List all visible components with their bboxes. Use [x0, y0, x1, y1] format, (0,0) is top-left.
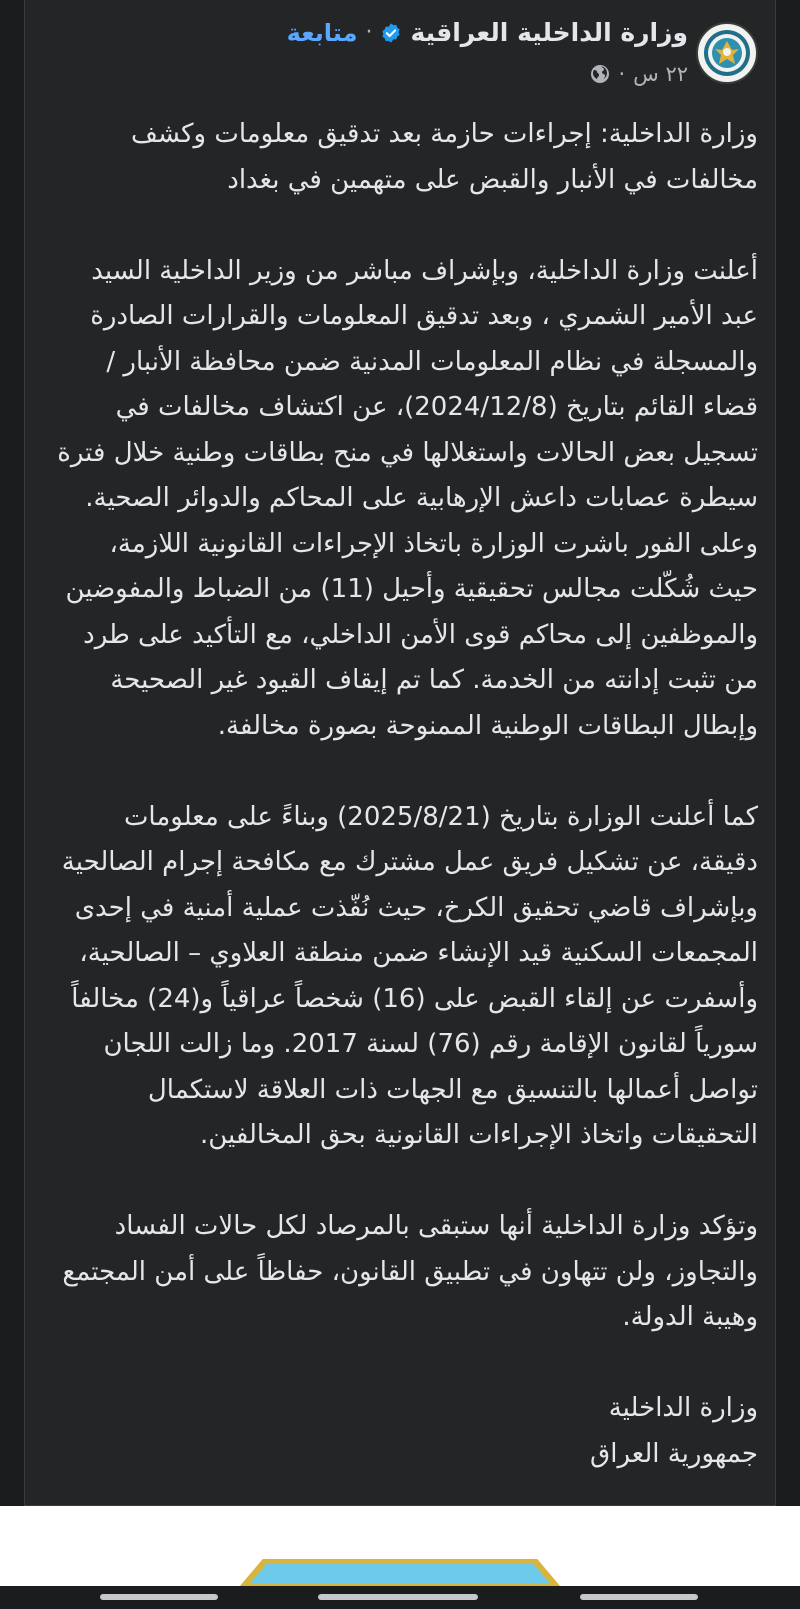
author-row: [287, 18, 688, 47]
globe-icon: [590, 64, 610, 84]
nav-gesture-right[interactable]: [580, 1594, 698, 1600]
nav-gesture-home[interactable]: [318, 1594, 478, 1600]
post-header: [58, 18, 758, 92]
ministry-emblem-icon: [702, 28, 752, 78]
verified-badge-icon: [380, 22, 402, 44]
separator-dot: ·: [365, 20, 373, 45]
system-navigation-bar: [0, 1586, 800, 1609]
post-timestamp[interactable]: ٢٢ س: [633, 62, 688, 86]
nav-gesture-left[interactable]: [100, 1594, 218, 1600]
post-text: وزارة الداخلية: إجراءات حازمة بعد تدقيق معلومات وكشف مخالفات في الأنبار والقبض على متهمين في بغداد أعلنت وزارة الداخلية، وبإشراف مباشر من وزير الداخلية السيد عبد الأمير الشمري ، وبعد تدقيق المعلومات والقرارات الصادرة والمسجلة في نظام المعلومات المدنية ضمن محافظة الأنبار / قضاء القائم بتاريخ (2024/12/8)، عن اكتشاف مخالفات في تسجيل بعض الحالات واستغلالها في منح بطاقات وطنية خلال فترة سيطرة عصابات داعش الإرهابية على المحاكم والدوائر الصحية. وعلى الفور باشرت الوزارة باتخاذ الإجراءات القانونية اللازمة، حيث شُكّلت مجالس تحقيقية وأحيل (11) من الضباط والمفوضين والموظفين إلى محاكم قوى الأمن الداخلي، مع التأكيد على طرد من تثبت إدانته من الخدمة. كما تم إيقاف القيود غير الصحيحة وإبطال البطاقات الوطنية الممنوحة بصورة مخالفة. كما أعلنت الوزارة بتاريخ (2025/8/21) وبناءً على معلومات دقيقة، عن تشكيل فريق عمل مشترك مع مكافحة إجرام الصالحية وبإشراف قاضي تحقيق الكرخ، حيث نُفّذت عملية أمنية في إحدى المجمعات السكنية قيد الإنشاء ضمن منطقة العلاوي – الصالحية، وأسفرت عن إلقاء القبض على (16) شخصاً عراقياً و(24) مخالفاً سورياً لقانون الإقامة رقم (76) لسنة 2017. وما زالت اللجان تواصل أعمالها بالتنسيق مع الجهات ذات العلاقة لاستكمال التحقيقات واتخاذ الإجراءات القانونية بحق المخالفين. وتؤكد وزارة الداخلية أنها ستبقى بالمرصاد لكل حالات الفساد والتجاوز، ولن تتهاون في تطبيق القانون، حفاظاً على أمن المجتمع وهيبة الدولة. وزارة الداخلية جمهورية العراق: [57, 119, 758, 1469]
author-name[interactable]: وزارة الداخلية العراقية: [410, 18, 688, 47]
attached-image-graphic: [225, 1559, 575, 1589]
post-meta: [590, 62, 688, 86]
page-avatar[interactable]: [696, 22, 758, 84]
follow-button[interactable]: متابعة: [286, 18, 358, 47]
meta-separator: ·: [618, 62, 626, 86]
